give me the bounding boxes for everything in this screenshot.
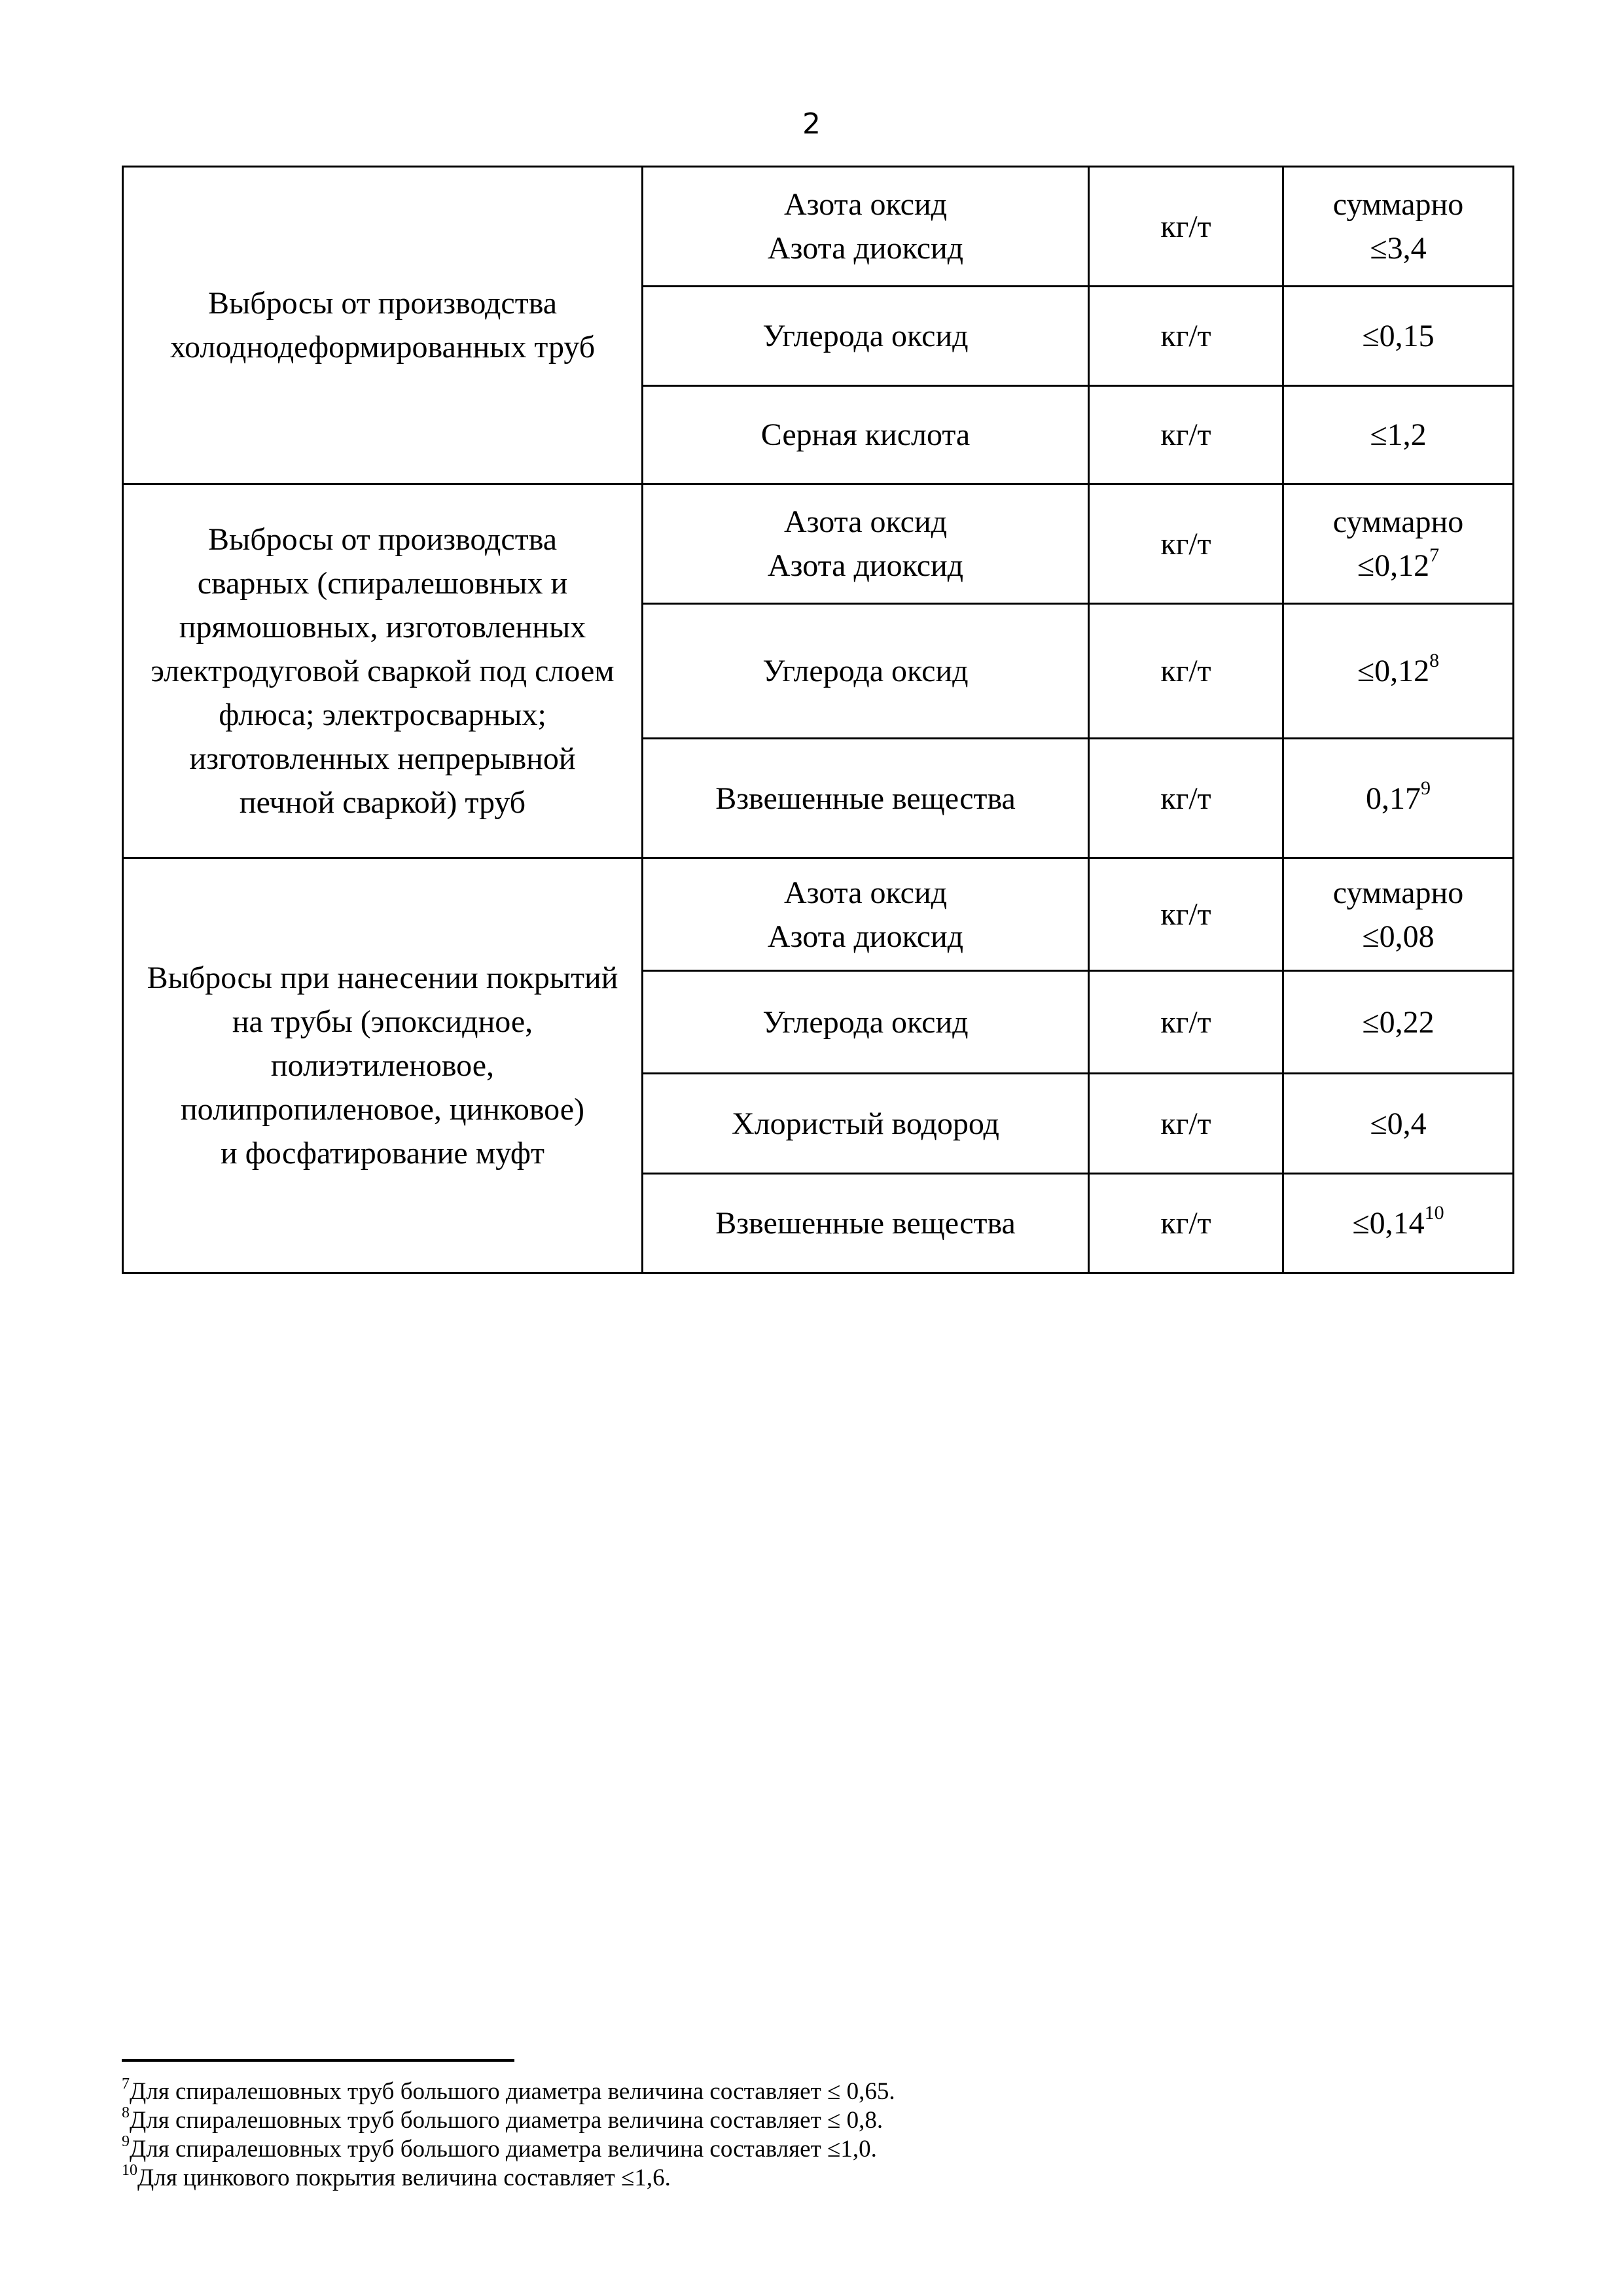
substance-cell	[643, 386, 1089, 484]
substance-text: Азота оксид	[783, 187, 948, 222]
source-text: изготовленных непрерывной	[189, 741, 576, 776]
value-cell	[1283, 858, 1514, 971]
source-text: Выбросы от производства	[207, 286, 558, 321]
source-text: электродуговой сваркой под слоем	[151, 654, 615, 688]
source-text: сварных (спиралешовных и	[197, 566, 568, 601]
source-text: полипропиленовое, цинковое)	[180, 1092, 585, 1127]
value-text: ≤0,08	[1362, 919, 1435, 954]
footnote-text: Для спиралешовных труб большого диаметра величина составляет ≤1,0.	[130, 2136, 877, 2163]
value-cell	[1283, 386, 1514, 484]
footnote-ref: 9	[1421, 777, 1431, 799]
value-text: ≤0,15	[1362, 319, 1435, 353]
footnote-text: Для спиралешовных труб большого диаметра величина составляет ≤ 0,65.	[130, 2078, 895, 2105]
substance-cell	[643, 484, 1089, 604]
page-number: 2	[802, 107, 821, 141]
value-text	[1293, 544, 1503, 588]
unit-cell: кг/т	[1089, 858, 1283, 971]
source-text: флюса; электросварных;	[219, 698, 546, 732]
emissions-table	[122, 166, 1514, 1274]
substance-text: Азота диоксид	[767, 548, 964, 583]
footnote	[122, 2164, 1496, 2193]
value-text: суммарно	[1332, 504, 1464, 539]
substance-cell	[643, 739, 1089, 858]
unit-cell: кг/т	[1089, 971, 1283, 1074]
unit-cell: кг/т	[1089, 739, 1283, 858]
substance-text: Азота оксид	[783, 875, 948, 910]
unit-cell: кг/т	[1089, 1174, 1283, 1273]
value-cell	[1283, 167, 1514, 287]
substance-text: Серная кислота	[760, 417, 971, 452]
substance-cell	[643, 1174, 1089, 1273]
source-text: прямошовных, изготовленных	[179, 610, 586, 645]
table-row	[123, 858, 1514, 971]
footnote-text: Для спиралешовных труб большого диаметра величина составляет ≤ 0,8.	[130, 2107, 883, 2134]
footnote-ref: 8	[1429, 650, 1440, 671]
footnote	[122, 2106, 1496, 2135]
footnote-separator	[122, 2059, 514, 2062]
value-cell	[1283, 484, 1514, 604]
unit-cell: кг/т	[1089, 484, 1283, 604]
emission-source-cell	[123, 484, 643, 858]
substance-text: Азота диоксид	[767, 919, 964, 954]
value-number: ≤0,12	[1357, 548, 1430, 583]
substance-cell	[643, 167, 1089, 287]
value-cell	[1283, 1174, 1514, 1273]
table-row	[123, 484, 1514, 604]
substance-cell	[643, 971, 1089, 1074]
table-row	[123, 167, 1514, 287]
substance-text: Взвешенные вещества	[715, 781, 1016, 816]
source-text: и фосфатирование муфт	[221, 1136, 544, 1171]
substance-cell	[643, 287, 1089, 386]
source-text: полиэтиленовое,	[270, 1048, 495, 1083]
footnote-mark: 9	[122, 2133, 130, 2150]
footnotes	[122, 2077, 1496, 2193]
value-text: ≤0,4	[1370, 1106, 1427, 1141]
source-text: Выбросы от производства	[207, 522, 558, 557]
footnote-mark: 8	[122, 2104, 130, 2121]
substance-text: Углерода оксид	[762, 319, 969, 353]
value-text: суммарно	[1332, 875, 1464, 910]
value-number: ≤0,12	[1357, 654, 1430, 688]
emission-source-cell	[123, 167, 643, 484]
source-text: Выбросы при нанесении покрытий	[147, 961, 618, 995]
substance-cell	[643, 604, 1089, 739]
substance-text: Хлористый водород	[732, 1106, 999, 1141]
unit-cell: кг/т	[1089, 604, 1283, 739]
value-text: ≤0,22	[1362, 1004, 1435, 1040]
footnote-mark: 10	[122, 2162, 137, 2179]
value-cell	[1283, 604, 1514, 739]
value-number: ≤0,14	[1352, 1206, 1425, 1241]
footnote	[122, 2077, 1496, 2106]
source-text: печной сваркой) труб	[239, 785, 526, 820]
unit-cell: кг/т	[1089, 1074, 1283, 1174]
value-cell	[1283, 287, 1514, 386]
substance-text: Азота диоксид	[767, 231, 964, 266]
substance-cell	[643, 858, 1089, 971]
substance-text: Взвешенные вещества	[715, 1206, 1016, 1241]
value-cell	[1283, 971, 1514, 1074]
value-text: суммарно	[1332, 187, 1464, 222]
value-text	[1293, 649, 1503, 693]
footnote-ref: 10	[1424, 1202, 1444, 1224]
value-cell	[1283, 739, 1514, 858]
unit-cell: кг/т	[1089, 287, 1283, 386]
emissions-table-body	[123, 167, 1514, 1273]
substance-cell	[643, 1074, 1089, 1174]
unit-cell: кг/т	[1089, 386, 1283, 484]
value-text: ≤3,4	[1370, 231, 1427, 266]
value-number: 0,17	[1366, 781, 1421, 816]
source-text: холоднодеформированных труб	[169, 330, 596, 364]
value-cell	[1283, 1074, 1514, 1174]
value-text: ≤1,2	[1370, 417, 1427, 452]
footnote	[122, 2135, 1496, 2164]
footnote-mark: 7	[122, 2075, 130, 2093]
substance-text: Азота оксид	[783, 504, 948, 539]
emission-source-cell	[123, 858, 643, 1273]
substance-text: Углерода оксид	[762, 1004, 969, 1040]
footnote-text: Для цинкового покрытия величина составляет ≤1,6.	[137, 2164, 671, 2191]
footnote-ref: 7	[1429, 544, 1440, 566]
source-text: на трубы (эпоксидное,	[232, 1004, 533, 1039]
unit-cell: кг/т	[1089, 167, 1283, 287]
value-text	[1293, 777, 1503, 821]
value-text	[1293, 1201, 1503, 1245]
substance-text: Углерода оксид	[762, 654, 969, 688]
